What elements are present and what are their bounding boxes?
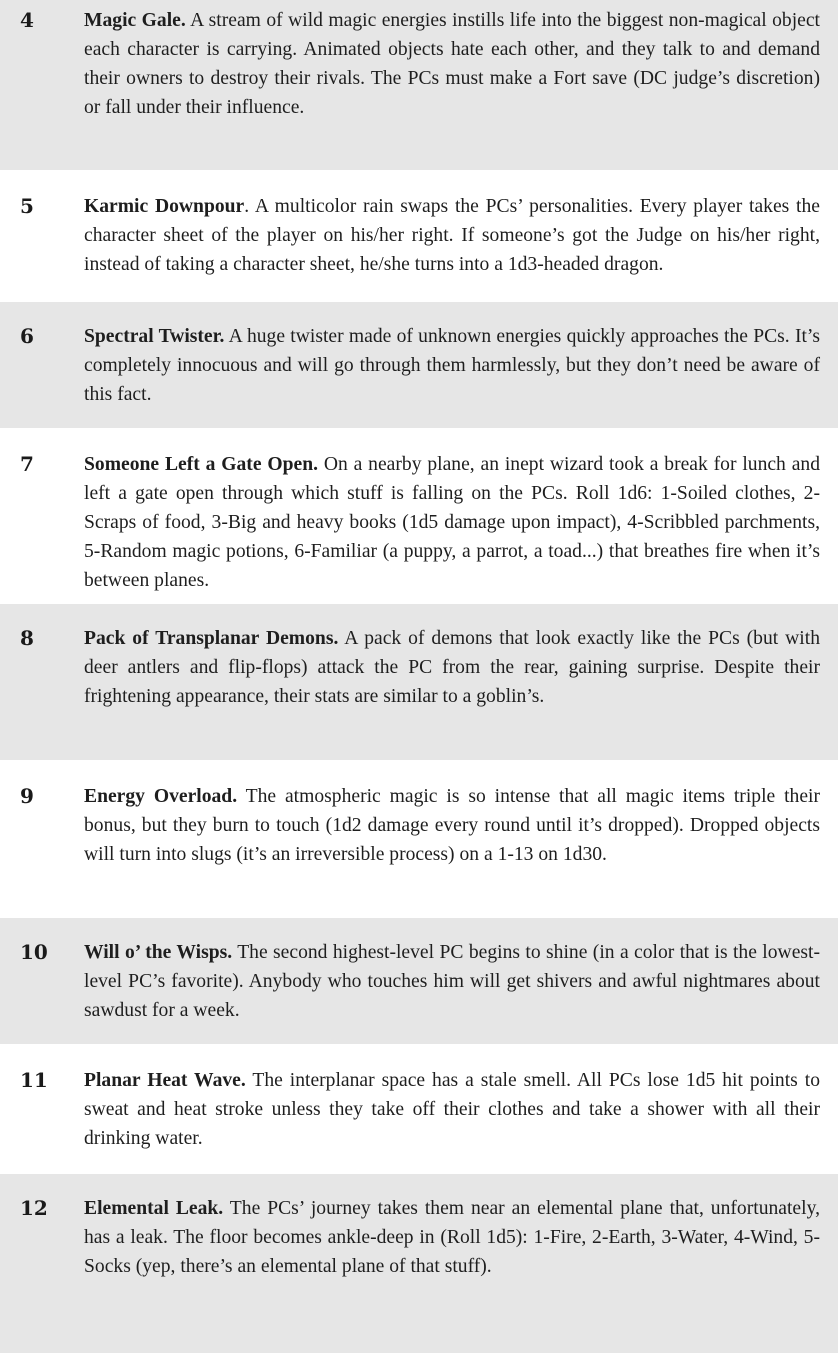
entry-description: A pack of demons that look exactly like the PCs (but with deer antlers and flip-flops) attack the PC from the rear, gaining surprise. Despite their frightening appearance, their stats are similar to a goblin’s. xyxy=(84,628,820,707)
entry-text xyxy=(84,1194,820,1281)
roll-number: 7 xyxy=(20,452,34,476)
entry-title: Energy Overload. xyxy=(84,786,238,807)
entry-text xyxy=(84,322,820,409)
entry-title: Karmic Downpour xyxy=(84,196,245,217)
entry-title: Someone Left a Gate Open. xyxy=(84,454,318,475)
roll-number: 10 xyxy=(20,940,48,964)
roll-number: 6 xyxy=(20,324,34,348)
entry-description: A stream of wild magic energies instills life into the biggest non-magical object each character is carrying. Animated objects hate each other, and they talk to and demand their owners to destroy their rivals. The PCs must make a Fort save (DC judge’s discretion) or fall under their influence. xyxy=(84,10,820,118)
table-row xyxy=(0,604,838,760)
entry-title: Elemental Leak. xyxy=(84,1198,224,1219)
table-row xyxy=(0,1044,838,1174)
entry-text xyxy=(84,938,820,1025)
entry-title: Planar Heat Wave. xyxy=(84,1070,246,1091)
entry-description: A huge twister made of unknown energies quickly approaches the PCs. It’s completely innocuous and will go through them harmlessly, but they don’t need be aware of this fact. xyxy=(84,326,821,405)
entry-title: Will o’ the Wisps. xyxy=(84,942,233,963)
entry-text xyxy=(84,624,820,711)
roll-number: 5 xyxy=(20,194,34,218)
entry-text xyxy=(84,1066,820,1153)
entry-description: The second highest-level PC begins to shine (in a color that is the lowest-level PC’s favorite). Anybody who touches him will get shivers and awful nightmares about sawdust for a week. xyxy=(84,942,820,1021)
entry-text xyxy=(84,6,820,122)
table-row xyxy=(0,428,838,602)
entry-description: The interplanar space has a stale smell. All PCs lose 1d5 hit points to sweat and heat stroke unless they take off their clothes and take a shower with all their drinking water. xyxy=(84,1070,820,1149)
table-row xyxy=(0,0,838,170)
entry-description: The atmospheric magic is so intense that all magic items triple their bonus, but they burn to touch (1d2 damage every round until it’s dropped). Dropped objects will turn into slugs (it’s an irreversible process) on a 1-13 on 1d30. xyxy=(84,786,820,865)
roll-number: 9 xyxy=(20,784,34,808)
table-row xyxy=(0,918,838,1044)
entry-description: . A multicolor rain swaps the PCs’ personalities. Every player takes the character sheet of the player on his/her right. If someone’s got the Judge on his/her right, instead of taking a character sheet, he/she turns into a 1d3-headed dragon. xyxy=(84,196,820,275)
entry-description: On a nearby plane, an inept wizard took a break for lunch and left a gate open through which stuff is falling on the PCs. Roll 1d6: 1-Soiled clothes, 2-Scraps of food, 3-Big and heavy books (1d5 damage upon impact), 4-Scribbled parchments, 5-Random magic potions, 6-Familiar (a puppy, a parrot, a toad...) that breathes fire when it’s between planes. xyxy=(84,454,820,591)
table-row xyxy=(0,1174,838,1353)
roll-number: 12 xyxy=(20,1196,48,1220)
entry-text xyxy=(84,782,820,869)
entry-text xyxy=(84,450,820,595)
entry-title: Magic Gale. xyxy=(84,10,186,31)
roll-number: 8 xyxy=(20,626,34,650)
table-row xyxy=(0,760,838,916)
entry-text xyxy=(84,192,820,279)
table-row xyxy=(0,302,838,428)
entry-title: Spectral Twister. xyxy=(84,326,225,347)
roll-number: 4 xyxy=(20,8,34,32)
entry-title: Pack of Transplanar Demons. xyxy=(84,628,339,649)
table-row xyxy=(0,170,838,300)
roll-number: 11 xyxy=(20,1068,48,1092)
entry-description: The PCs’ journey takes them near an elemental plane that, unfortunately, has a leak. The floor becomes ankle-deep in (Roll 1d5): 1-Fire, 2-Earth, 3-Water, 4-Wind, 5-Socks (yep, there’s an elemental plane of that stuff). xyxy=(84,1198,820,1277)
